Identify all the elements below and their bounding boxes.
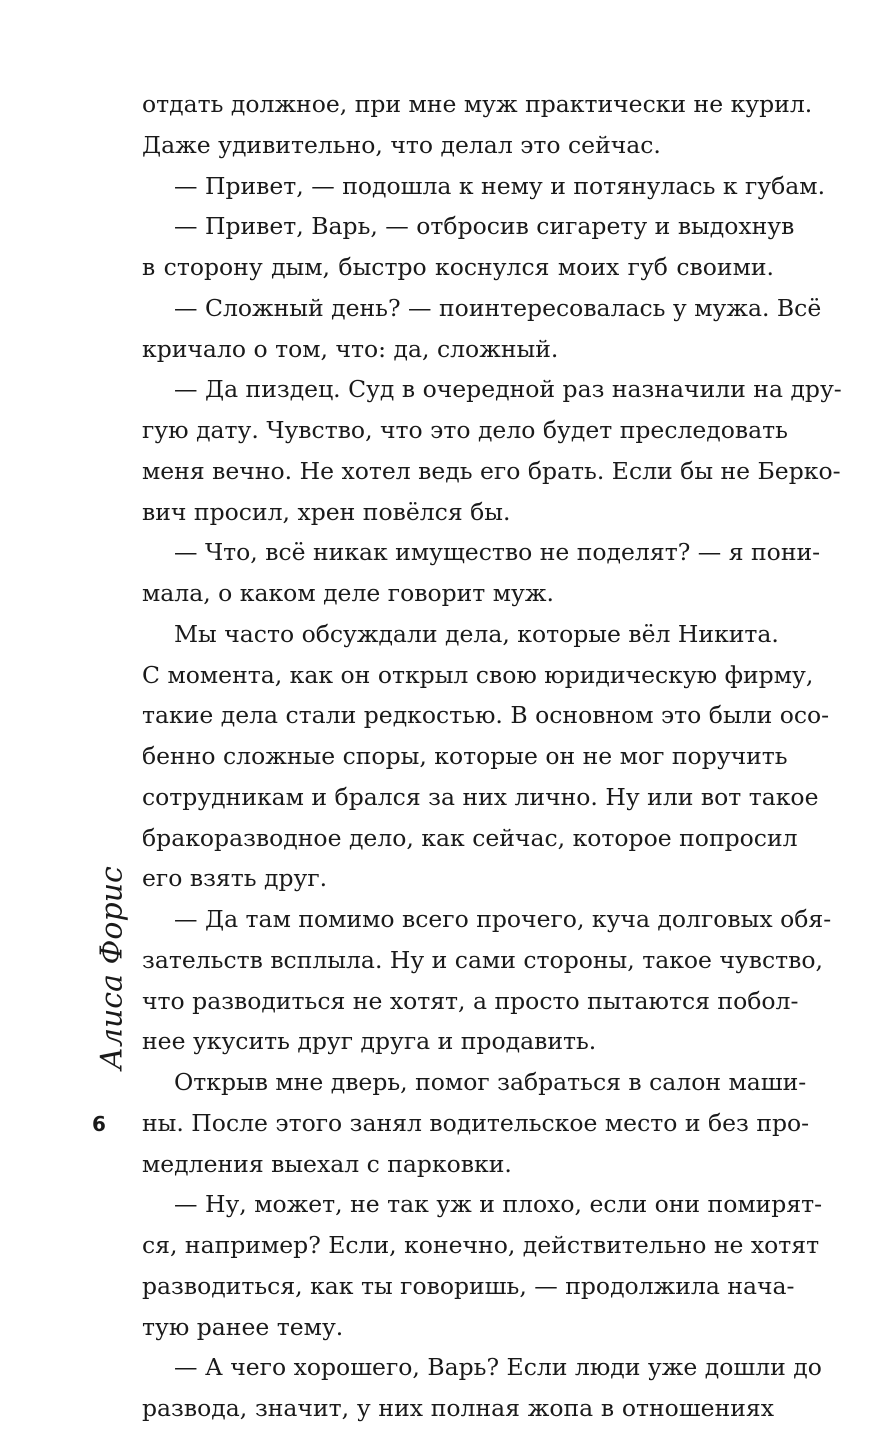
text-line: зательств всплыла. Ну и сами стороны, такое чувство,	[142, 945, 824, 974]
text-line: — Привет, Варь, — отбросив сигарету и выдохнув	[174, 212, 795, 241]
text-line: что разводиться не хотят, а просто пытаются побол-	[142, 986, 799, 1015]
page-number: 6	[92, 1112, 106, 1136]
text-line: — Да там помимо всего прочего, куча долговых обя-	[174, 905, 832, 933]
text-line: Открыв мне дверь, помог забраться в салон маши-	[174, 1068, 807, 1096]
body-text	[142, 84, 842, 1429]
text-line: С момента, как он открыл свою юридическую фирму,	[142, 660, 814, 689]
text-line: нее укусить друг друга и продавить.	[142, 1027, 597, 1056]
text-line: — А чего хорошего, Варь? Если люди уже дошли до	[174, 1353, 822, 1382]
text-line: Даже удивительно, что делал это сейчас.	[142, 130, 661, 159]
text-line: тую ранее тему.	[142, 1312, 344, 1341]
text-line: ся, например? Если, конечно, действительно не хотят	[142, 1231, 820, 1259]
text-line: — Сложный день? — поинтересовалась у мужа. Всё	[174, 293, 822, 322]
text-line: развода, значит, у них полная жопа в отношениях	[142, 1394, 774, 1422]
text-line: в сторону дым, быстро коснулся моих губ своими.	[142, 253, 774, 281]
text-line: мала, о каком деле говорит муж.	[142, 579, 554, 607]
text-line: отдать должное, при мне муж практически не курил.	[142, 90, 813, 118]
text-line: кричало о том, что: да, сложный.	[142, 334, 559, 363]
text-line: — Ну, может, не так уж и плохо, если они помирят-	[174, 1190, 823, 1219]
text-line: меня вечно. Не хотел ведь его брать. Если бы не Берко-	[142, 456, 841, 485]
running-author-name: Алиса Форис	[94, 866, 130, 1070]
text-line: бракоразводное дело, как сейчас, которое попросил	[142, 823, 798, 852]
text-line: вич просил, хрен повёлся бы.	[142, 497, 511, 526]
text-line: его взять друг.	[142, 864, 328, 893]
text-line: гую дату. Чувство, что это дело будет преследовать	[142, 416, 788, 444]
text-line: бенно сложные споры, которые он не мог поручить	[142, 742, 788, 770]
text-line: Мы часто обсуждали дела, которые вёл Никита.	[174, 619, 779, 648]
text-line: такие дела стали редкостью. В основном это были осо-	[142, 701, 830, 730]
text-line: — Что, всё никак имущество не поделят? — я пони-	[174, 538, 821, 567]
text-line: — Привет, — подошла к нему и потянулась к губам.	[174, 171, 826, 200]
text-line: — Да пиздец. Суд в очередной раз назначили на дру-	[174, 375, 842, 404]
text-line: сотрудникам и брался за них лично. Ну или вот такое	[142, 782, 819, 811]
text-line: ны. После этого занял водительское место и без про-	[142, 1108, 810, 1137]
text-line: медления выехал с парковки.	[142, 1149, 512, 1178]
text-line: разводиться, как ты говоришь, — продолжила нача-	[142, 1271, 795, 1300]
